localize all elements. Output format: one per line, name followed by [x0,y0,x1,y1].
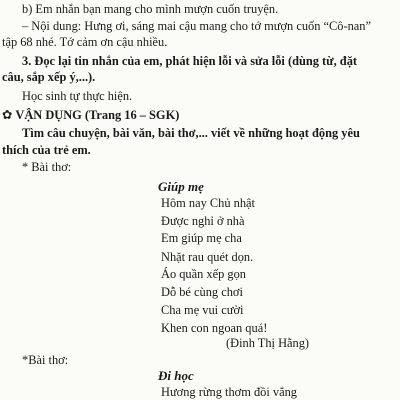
poem-1-author: (Đinh Thị Hằng) [226,336,310,350]
poem-1-line: Áo quần xếp gọn [161,267,246,281]
content-line-1: – Nội dung: Hưng ơi, sáng mai cậu mang cho tớ mượn cuốn “Cô-nan” [22,19,371,33]
apply-prompt-line-2: thích của trẻ em. [2,143,91,157]
section-heading-text: VẬN DỤNG (Trang 16 – SGK) [15,108,180,122]
poem-1-line: Cha mẹ vui cười [161,303,244,317]
question-3-line-2: câu, sắp xếp ý,...). [2,70,96,84]
apply-prompt-line-1: Tìm câu chuyện, bài văn, bài thơ,... viết về những hoạt động yêu [22,126,360,140]
poem-1-line: Dỗ bé cùng chơi [161,285,243,299]
poem-1-line: Hôm nay Chủ nhật [161,196,255,210]
content-line-2: tập 68 nhé. Tớ cảm ơn cậu nhiều. [2,35,168,49]
poem-1-line: Em giúp mẹ cha [161,231,242,245]
section-heading [2,107,400,123]
flower-bullet-icon: ✿ [2,107,13,122]
poem-1-title: Giúp mẹ [158,179,204,194]
answer-b: b) Em nhắn bạn mang cho mình mượn cuốn truyện. [22,2,279,16]
poem-label-2: *Bài thơ: [22,353,69,367]
poem-1-line: Khen con ngoan quá! [161,321,268,335]
poem-1-line: Nhặt rau quét dọn. [161,250,254,264]
question-3-line-1: 3. Đọc lại tin nhắn của em, phát hiện lỗi và sửa lỗi (dùng từ, đặt [22,54,358,68]
poem-2-line: Hương rừng thơm đồi vắng [161,385,297,399]
poem-1-line: Được nghỉ ở nhà [161,214,245,228]
poem-label-1: * Bài thơ: [22,160,72,174]
question-3-answer: Học sinh tự thực hiện. [22,89,133,103]
poem-2-title: Đi học [158,368,194,383]
